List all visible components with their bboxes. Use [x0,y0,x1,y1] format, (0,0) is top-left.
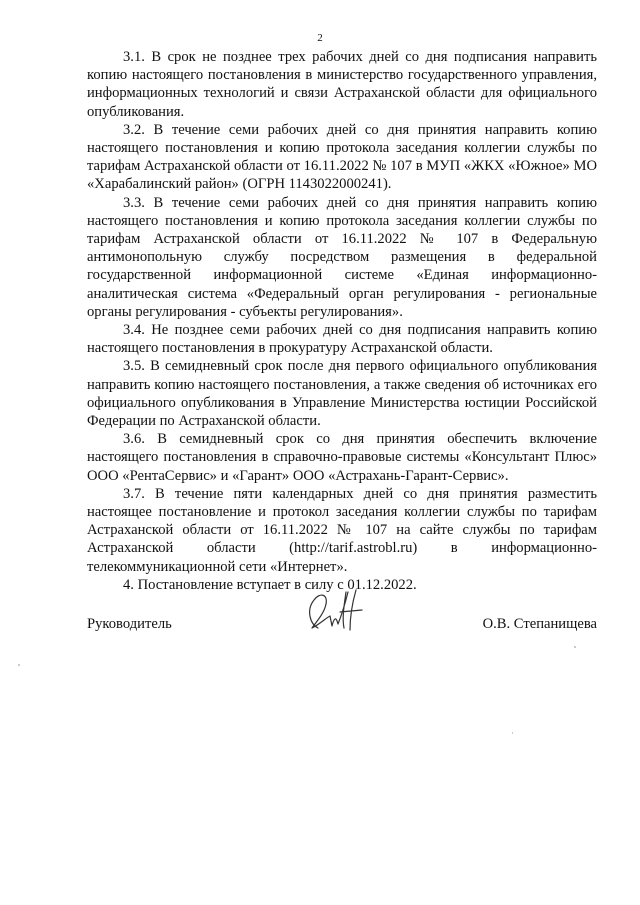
scan-speck [512,732,513,734]
scan-speck [574,646,576,648]
paragraph-3-3: 3.3. В течение семи рабочих дней со дня принятия направить копию настоящего постановления и копию протокола заседания коллегии службы по тарифам Астраханской области от 16.11.2022 № 107 в Федеральную антимонопольную службу посредством размещения в федеральной государственной информационной системе «Единая информационно-аналитическая система «Федеральный орган регулирования - региональные органы регулирования - субъекты регулирования». [87,194,597,320]
paragraph-3-2: 3.2. В течение семи рабочих дней со дня принятия направить копию настоящего постановления и копию протокола заседания коллегии службы по тарифам Астраханской области от 16.11.2022 № 107 в МУП «ЖКХ «Южное» МО «Харабалинский район» (ОГРН 1143022000241). [87,121,597,193]
paragraph-4: 4. Постановление вступает в силу с 01.12.2022. [123,576,417,593]
paragraph-3-6: 3.6. В семидневный срок со дня принятия обеспечить включение настоящего постановления в справочно-правовые системы «Консультант Плюс» ООО «РентаСервис» и «Гарант» ООО «Астрахань-Гарант-Сервис». [87,431,597,484]
handwritten-signature-icon [300,588,370,636]
signatory-name: О.В. Степанищева [482,616,597,632]
signatory-title: Руководитель [87,616,172,632]
page-number: 2 [317,32,323,44]
scan-speck [18,664,20,666]
paragraph-3-1: 3.1. В срок не позднее трех рабочих дней со дня подписания направить копию настоящего постановления в министерство государственного управления, информационных технологий и связи Астраханской области для официального опубликования. [87,49,597,120]
signature-block [87,588,597,638]
paragraph-3-4: 3.4. Не позднее семи рабочих дней со дня подписания направить копию настоящего постановления в прокуратуру Астраханской области. [87,322,597,357]
paragraph-3-5: 3.5. В семидневный срок после дня первого официального опубликования направить копию настоящего постановления, а также сведения об источниках его официального опубликования в Управление Министерства юстиции Российской Федерации по Астраханской области. [87,358,597,430]
paragraph-3-7: 3.7. В течение пяти календарных дней со дня принятия разместить настоящее постановление и протокол заседания коллегии службы по тарифам Астраханской области от 16.11.2022 № 107 на сайте службы по тарифам Астраханской области (http://tarif.astrobl.ru) в информационно-телекоммуникационной сети «Интернет». [87,485,597,575]
document-body [87,48,597,594]
